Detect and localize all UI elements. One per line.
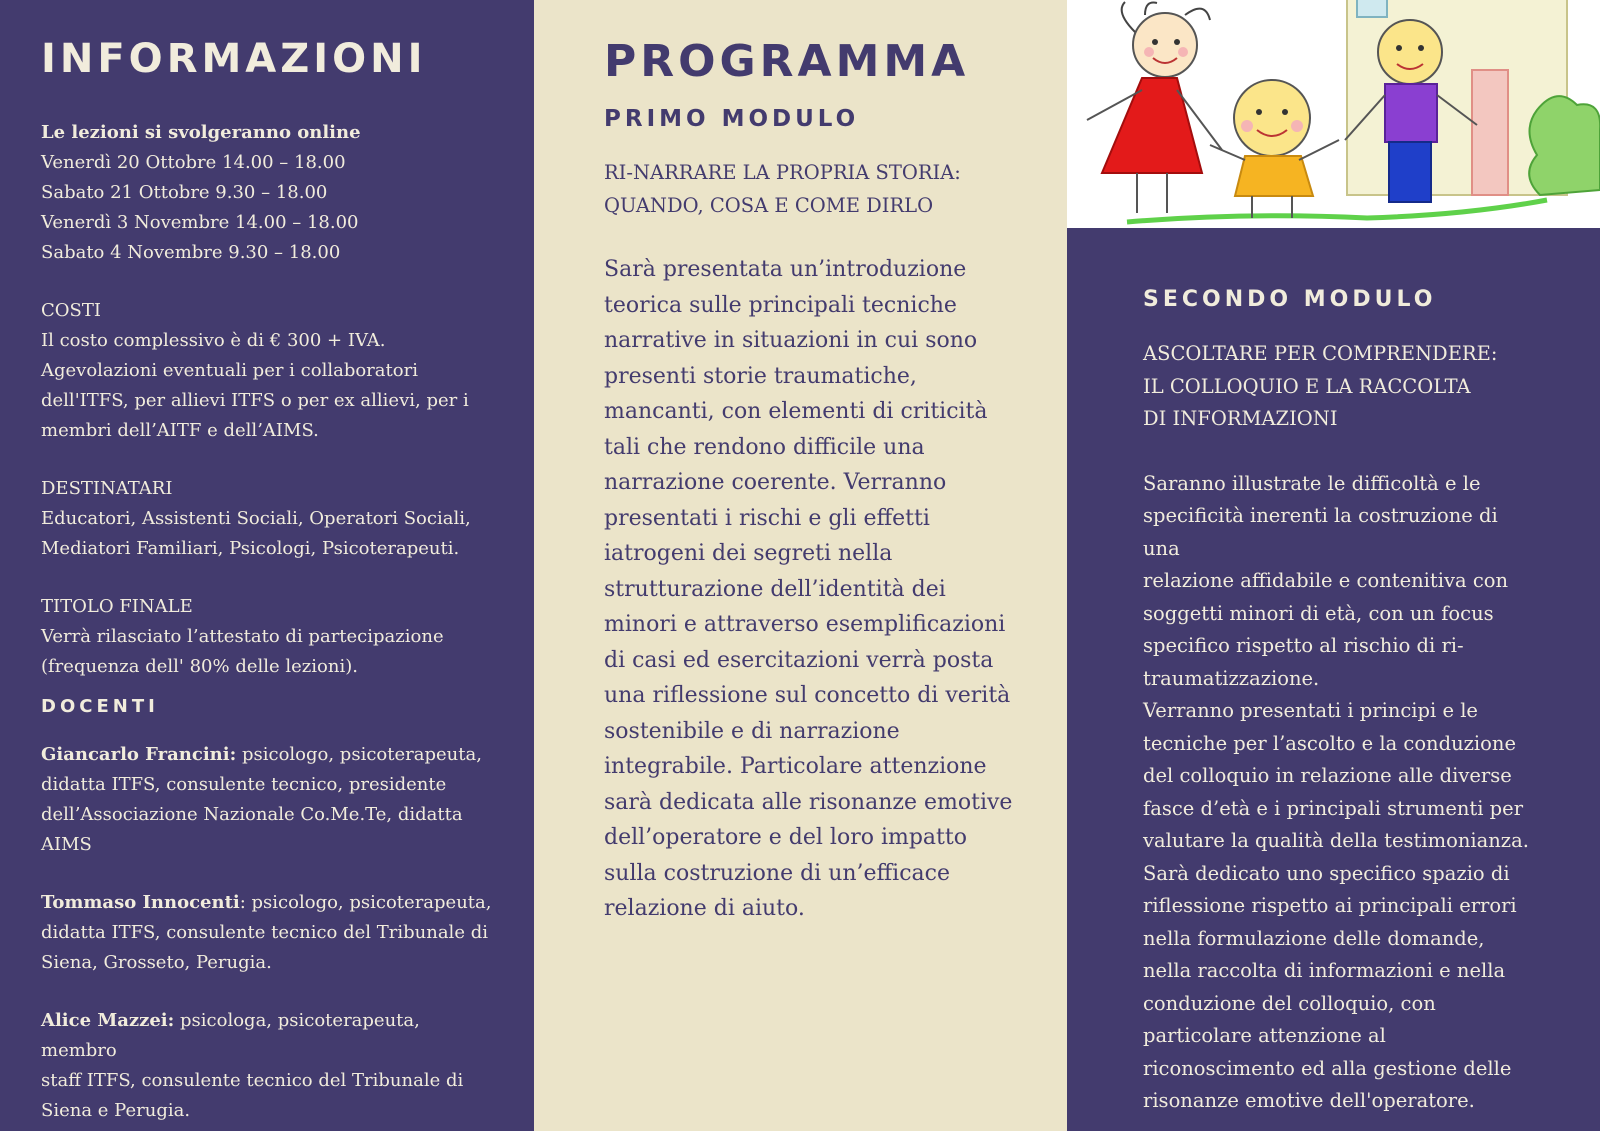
schedule-line: Sabato 21 Ottobre 9.30 – 18.00: [41, 182, 328, 203]
destinatari-line: Mediatori Familiari, Psicologi, Psicoterapeuti.: [41, 538, 460, 559]
docente-desc: didatta ITFS, consulente tecnico, presidente: [41, 774, 447, 795]
body-line: Verranno presentati i principi e le: [1143, 699, 1478, 722]
docente-name: Giancarlo Francini:: [41, 744, 237, 765]
body-line: risonanze emotive dell'operatore.: [1143, 1089, 1475, 1112]
info-title: INFORMAZIONI: [41, 36, 427, 82]
docente-desc: staff ITFS, consulente tecnico del Tribunale di: [41, 1070, 464, 1091]
body-line: una riflessione sul concetto di verità: [604, 683, 1011, 708]
schedule-heading: Le lezioni si svolgeranno online: [41, 122, 361, 143]
docente-desc: AIMS: [41, 834, 92, 855]
body-line: relazione affidabile e contenitiva con: [1143, 569, 1509, 592]
module-2-title-line: ASCOLTARE PER COMPRENDERE:: [1143, 342, 1498, 365]
body-line: tecniche per l’ascolto e la conduzione: [1143, 731, 1517, 755]
body-line: valutare la qualità della testimonianza.: [1143, 829, 1529, 852]
docenti-label: DOCENTI: [41, 696, 159, 717]
titolo-line: Verrà rilasciato l’attestato di partecipazione: [41, 626, 444, 647]
body-line: Saranno illustrate le difficoltà e le: [1143, 471, 1481, 495]
docente-name: Tommaso Innocenti: [41, 892, 240, 913]
info-column: [0, 0, 534, 1131]
body-line: presenti storie traumatiche,: [604, 363, 917, 389]
program-column: [534, 0, 1067, 1131]
body-line: mancanti, con elementi di criticità: [604, 399, 988, 424]
docente-desc: Siena e Perugia.: [41, 1100, 191, 1121]
docente-name: Alice Mazzei:: [41, 1010, 175, 1031]
program-title: PROGRAMMA: [604, 36, 970, 87]
body-line: teorica sulle principali tecniche: [604, 292, 957, 318]
schedule-line: Venerdì 3 Novembre 14.00 – 18.00: [41, 212, 359, 233]
body-line: narrazione coerente. Verranno: [604, 470, 947, 495]
body-line: specifico rispetto al rischio di ri-: [1143, 634, 1464, 657]
module-2-body: [1143, 468, 1540, 1118]
body-line: Sarà dedicato uno specifico spazio di: [1143, 861, 1510, 885]
docente-entry: [41, 740, 494, 860]
docente-desc: : psicologo, psicoterapeuta,: [239, 892, 492, 913]
module-1-body: [604, 252, 1027, 927]
module-2-title-line: DI INFORMAZIONI: [1143, 407, 1338, 430]
titolo-label: TITOLO FINALE: [41, 596, 193, 617]
docente-desc: psicologa, psicoterapeuta, membro: [41, 1010, 420, 1061]
children-drawing-image: [1067, 0, 1600, 228]
costi-line: dell'ITFS, per allievi ITFS o per ex allievi, per i: [41, 390, 469, 411]
body-line: tali che rendono difficile una: [604, 434, 925, 460]
schedule-line: Venerdì 20 Ottobre 14.00 – 18.00: [41, 152, 346, 173]
body-line: soggetti minori di età, con un focus: [1143, 601, 1494, 625]
docente-desc: Siena, Grosseto, Perugia.: [41, 952, 272, 973]
docente-entry: [41, 888, 494, 978]
body-line: integrabile. Particolare attenzione: [604, 754, 987, 779]
module-2-title-line: IL COLLOQUIO E LA RACCOLTA: [1143, 374, 1471, 398]
module-1-label: PRIMO MODULO: [604, 106, 860, 132]
body-line: narrative in situazioni in cui sono: [604, 328, 978, 353]
costi-line: Agevolazioni eventuali per i collaboratori: [41, 360, 418, 381]
body-line: di casi ed esercitazioni verrà posta: [604, 647, 994, 673]
schedule-line: Sabato 4 Novembre 9.30 – 18.00: [41, 242, 341, 263]
body-line: dell’operatore e del loro impatto: [604, 825, 967, 850]
docente-desc: psicologo, psicoterapeuta,: [236, 744, 482, 765]
body-line: fasce d’età e i principali strumenti per: [1143, 796, 1524, 820]
body-line: particolare attenzione al: [1143, 1024, 1386, 1047]
docente-entry: [41, 1006, 494, 1126]
body-line: del colloquio in relazione alle diverse: [1143, 764, 1512, 787]
body-line: sarà dedicata alle risonanze emotive: [604, 789, 1013, 815]
destinatari-label: DESTINATARI: [41, 478, 173, 499]
body-line: riflessione rispetto ai principali errori: [1143, 894, 1517, 917]
body-line: minori e attraverso esemplificazioni: [604, 612, 1006, 637]
body-line: nella raccolta di informazioni e nella: [1143, 959, 1506, 982]
docente-desc: dell’Associazione Nazionale Co.Me.Te, didatta: [41, 804, 463, 825]
module-2-column: [1067, 0, 1600, 1131]
body-line: traumatizzazione.: [1143, 666, 1320, 690]
costi-label: COSTI: [41, 300, 101, 321]
body-line: Sarà presentata un’introduzione: [604, 257, 967, 282]
body-line: sulla costruzione di un’efficace: [604, 860, 950, 886]
body-line: presentati i rischi e gli effetti: [604, 505, 930, 531]
module-2-label: SECONDO MODULO: [1143, 287, 1437, 312]
costi-line: membri dell’AITF e dell’AIMS.: [41, 420, 319, 441]
body-line: iatrogeni dei segreti nella: [604, 541, 893, 566]
docente-desc: didatta ITFS, consulente tecnico del Tribunale di: [41, 922, 488, 943]
destinatari-line: Educatori, Assistenti Sociali, Operatori Sociali,: [41, 508, 471, 529]
body-line: riconoscimento ed alla gestione delle: [1143, 1056, 1512, 1080]
module-1-title-line: QUANDO, COSA E COME DIRLO: [604, 193, 934, 217]
module-2-content: [1067, 228, 1600, 1118]
body-line: conduzione del colloquio, con: [1143, 991, 1436, 1015]
body-line: sostenibile e di narrazione: [604, 718, 900, 744]
module-1-title-line: RI-NARRARE LA PROPRIA STORIA:: [604, 161, 961, 184]
titolo-line: (frequenza dell' 80% delle lezioni).: [41, 656, 358, 677]
body-line: nella formulazione delle domande,: [1143, 926, 1485, 950]
body-line: specificità inerenti la costruzione di una: [1143, 504, 1498, 560]
costi-line: Il costo complessivo è di € 300 + IVA.: [41, 330, 386, 351]
body-line: strutturazione dell’identità dei: [604, 576, 946, 602]
body-line: relazione di aiuto.: [604, 896, 805, 921]
